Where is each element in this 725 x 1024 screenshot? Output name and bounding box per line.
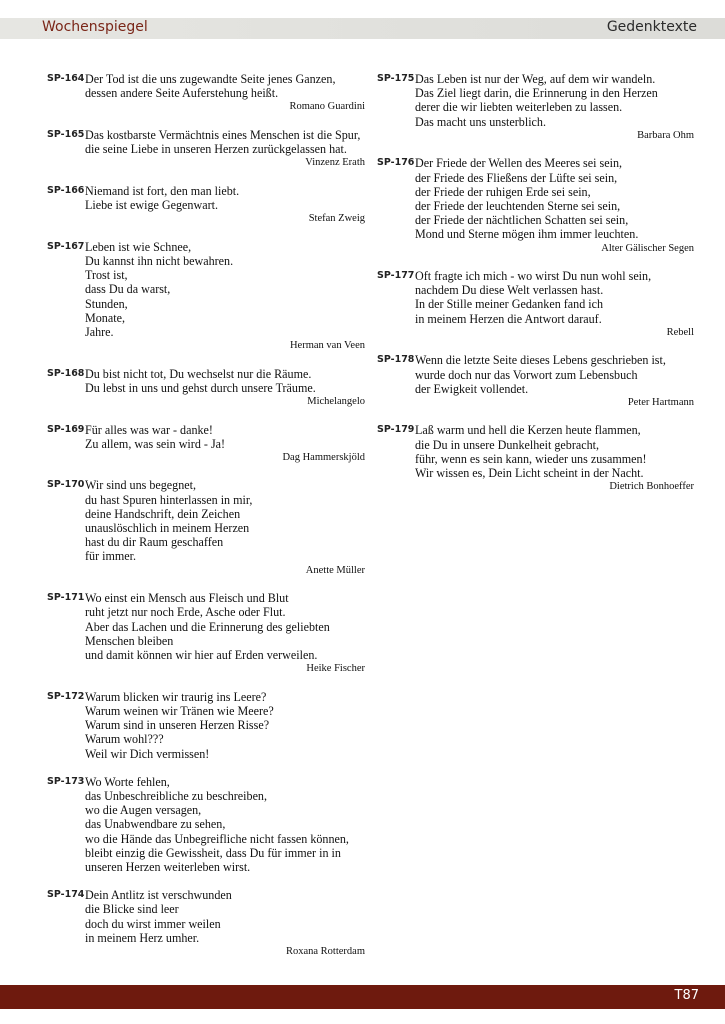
entry-line: Wir sind uns begegnet, [85, 478, 197, 493]
entry-line: unseren Herzen weiterleben wirst. [85, 859, 251, 874]
entry-line: die Du in unsere Dunkelheit gebracht, [415, 437, 600, 452]
text-entry [47, 72, 365, 114]
section-title: Gedenktexte [606, 19, 697, 35]
entry-code: SP-178 [377, 354, 415, 366]
text-entry [47, 478, 365, 577]
entry-author: Vinzenz Erath [305, 157, 365, 169]
entry-line: Dein Antlitz ist verschwunden [85, 888, 232, 903]
entry-line: Der Friede der Wellen des Meeres sei sein, [415, 156, 623, 171]
text-entry [377, 156, 694, 255]
text-entry [47, 888, 365, 958]
entry-code: SP-176 [377, 157, 415, 169]
entry-line: in meinem Herzen die Antwort darauf. [415, 311, 602, 326]
entry-line: Das Leben ist nur der Weg, auf dem wir wandeln. [415, 72, 656, 86]
entry-code: SP-164 [47, 73, 85, 84]
entry-line: dessen andere Seite Auferstehung heißt. [85, 86, 279, 101]
entry-line: Warum wohl??? [85, 732, 164, 747]
page-number: T87 [674, 988, 699, 1003]
text-entry [47, 367, 365, 409]
text-entry [377, 423, 694, 493]
page-header [0, 18, 725, 39]
entry-author: Stefan Zweig [308, 213, 365, 225]
entry-line: Niemand ist fort, den man liebt. [85, 183, 240, 198]
entry-line: der Friede der ruhigen Erde sei sein, [415, 184, 591, 199]
entry-line: Warum weinen wir Tränen wie Meere? [85, 703, 274, 718]
entry-line: in meinem Herz umher. [85, 930, 200, 945]
entry-author: Alter Gälischer Segen [601, 242, 694, 254]
text-entry [47, 775, 365, 874]
entry-code: SP-168 [47, 367, 85, 379]
entry-line: Wenn die letzte Seite dieses Lebens geschrieben ist, [415, 353, 666, 368]
entry-line: doch du wirst immer weilen [85, 916, 221, 931]
entry-line: Du kannst ihn nicht bewahren. [85, 253, 234, 268]
entry-line: Warum sind in unseren Herzen Risse? [85, 718, 270, 733]
entry-line: deine Handschrift, dein Zeichen [85, 506, 241, 521]
entry-line: nachdem Du diese Welt verlassen hast. [415, 283, 604, 298]
entry-line: das Unabwendbare zu sehen, [85, 817, 226, 832]
entry-line: das Unbeschreibliche zu beschreiben, [85, 788, 268, 803]
entry-author: Anette Müller [305, 564, 365, 576]
page-footer [0, 985, 725, 1009]
entry-line: dass Du da warst, [85, 282, 171, 297]
entry-code: SP-179 [377, 424, 415, 436]
entry-line: Weil wir Dich vermissen! [85, 746, 210, 761]
entry-line: du hast Spuren hinterlassen in mir, [85, 492, 253, 507]
text-entry [47, 128, 365, 170]
entry-line: hast du dir Raum geschaffen [85, 535, 224, 550]
entry-line: die seine Liebe in unseren Herzen zurückgelassen hat. [85, 142, 347, 157]
entry-line: derer die wir liebten weiterleben zu lassen. [415, 100, 623, 115]
entry-line: Der Tod ist die uns zugewandte Seite jenes Ganzen, [85, 72, 336, 86]
entry-author: Rebell [666, 326, 694, 338]
entry-line: Wo einst ein Mensch aus Fleisch und Blut [85, 591, 289, 606]
entry-line: für immer. [85, 549, 137, 564]
entry-line: Warum blicken wir traurig ins Leere? [85, 689, 267, 704]
entry-line: der Friede der leuchtenden Sterne sei sein, [415, 198, 621, 213]
left-column [47, 72, 365, 972]
entry-line: der Friede der nächtlichen Schatten sei sein, [415, 213, 629, 228]
entry-line: Wo Worte fehlen, [85, 774, 170, 789]
entry-author: Barbara Ohm [637, 129, 694, 141]
entry-line: ruht jetzt nur noch Erde, Asche oder Flut. [85, 605, 286, 620]
entry-line: der Ewigkeit vollendet. [415, 381, 529, 396]
entry-code: SP-171 [47, 592, 85, 604]
entry-line: Jahre. [85, 324, 114, 339]
entry-line: Laß warm und hell die Kerzen heute flammen, [415, 423, 641, 438]
text-entry [377, 353, 694, 409]
entry-line: Du bist nicht tot, Du wechselst nur die Räume. [85, 366, 312, 381]
entry-line: Leben ist wie Schnee, [85, 239, 192, 254]
entry-line: wo die Augen versagen, [85, 803, 202, 818]
entry-line: führ, wenn es sein kann, wieder uns zusammen! [415, 451, 647, 466]
entry-author: Dag Hammerskjöld [282, 451, 365, 463]
entry-line: Menschen bleiben [85, 633, 174, 648]
text-entry [47, 591, 365, 676]
text-entry [377, 269, 694, 339]
text-entry [47, 184, 365, 226]
entry-line: Für alles was war - danke! [85, 422, 213, 437]
entry-line: Das macht uns unsterblich. [415, 114, 546, 129]
entry-code: SP-169 [47, 423, 85, 435]
entry-line: Mond und Sterne mögen ihm immer leuchten. [415, 227, 639, 242]
entry-line: Wir wissen es, Dein Licht scheint in der Nacht. [415, 466, 644, 481]
entry-line: Das Ziel liegt darin, die Erinnerung in den Herzen [415, 86, 658, 101]
entry-line: Du lebst in uns und gehst durch unsere Träume. [85, 380, 316, 395]
entry-code: SP-167 [47, 240, 85, 252]
entry-line: Oft fragte ich mich - wo wirst Du nun wohl sein, [415, 269, 652, 284]
entry-line: In der Stille meiner Gedanken fand ich [415, 297, 604, 312]
entry-code: SP-170 [47, 479, 85, 491]
entry-author: Heike Fischer [306, 663, 365, 675]
text-entry [377, 72, 694, 142]
entry-code: SP-165 [47, 128, 85, 140]
entry-author: Herman van Veen [289, 340, 365, 352]
entry-code: SP-174 [47, 889, 85, 901]
text-entry [47, 240, 365, 353]
entry-line: wo die Hände das Unbegreifliche nicht fassen können, [85, 831, 349, 846]
entry-code: SP-166 [47, 184, 85, 196]
entry-author: Dietrich Bonhoeffer [609, 481, 694, 493]
text-entry [47, 690, 365, 761]
publication-title: Wochenspiegel [42, 19, 148, 35]
entry-line: der Friede des Fließens der Lüfte sei sein, [415, 170, 618, 185]
entry-author: Michelangelo [307, 396, 365, 408]
entry-line: Monate, [85, 310, 125, 325]
entry-author: Romano Guardini [289, 101, 365, 113]
entry-author: Roxana Rotterdam [285, 945, 365, 957]
entry-line: unauslöschlich in meinem Herzen [85, 521, 250, 536]
entry-line: Trost ist, [85, 268, 128, 283]
entry-code: SP-172 [47, 690, 85, 702]
entry-code: SP-177 [377, 270, 415, 282]
entry-line: bleibt einzig die Gewissheit, dass Du für immer in in [85, 845, 341, 860]
entry-code: SP-173 [47, 775, 85, 787]
entry-line: und damit können wir hier auf Erden verweilen. [85, 647, 318, 662]
entry-line: Zu allem, was sein wird - Ja! [85, 436, 226, 451]
entry-code: SP-175 [377, 73, 415, 84]
entry-line: die Blicke sind leer [85, 902, 179, 917]
right-column [377, 72, 694, 508]
entry-line: Aber das Lachen und die Erinnerung des geliebten [85, 619, 330, 634]
entry-line: Stunden, [85, 296, 128, 311]
entry-line: Das kostbarste Vermächtnis eines Menschen ist die Spur, [85, 127, 361, 142]
text-entry [47, 423, 365, 465]
entry-line: Liebe ist ewige Gegenwart. [85, 198, 218, 213]
entry-line: wurde doch nur das Vorwort zum Lebensbuch [415, 367, 638, 382]
entry-author: Peter Hartmann [627, 396, 694, 408]
